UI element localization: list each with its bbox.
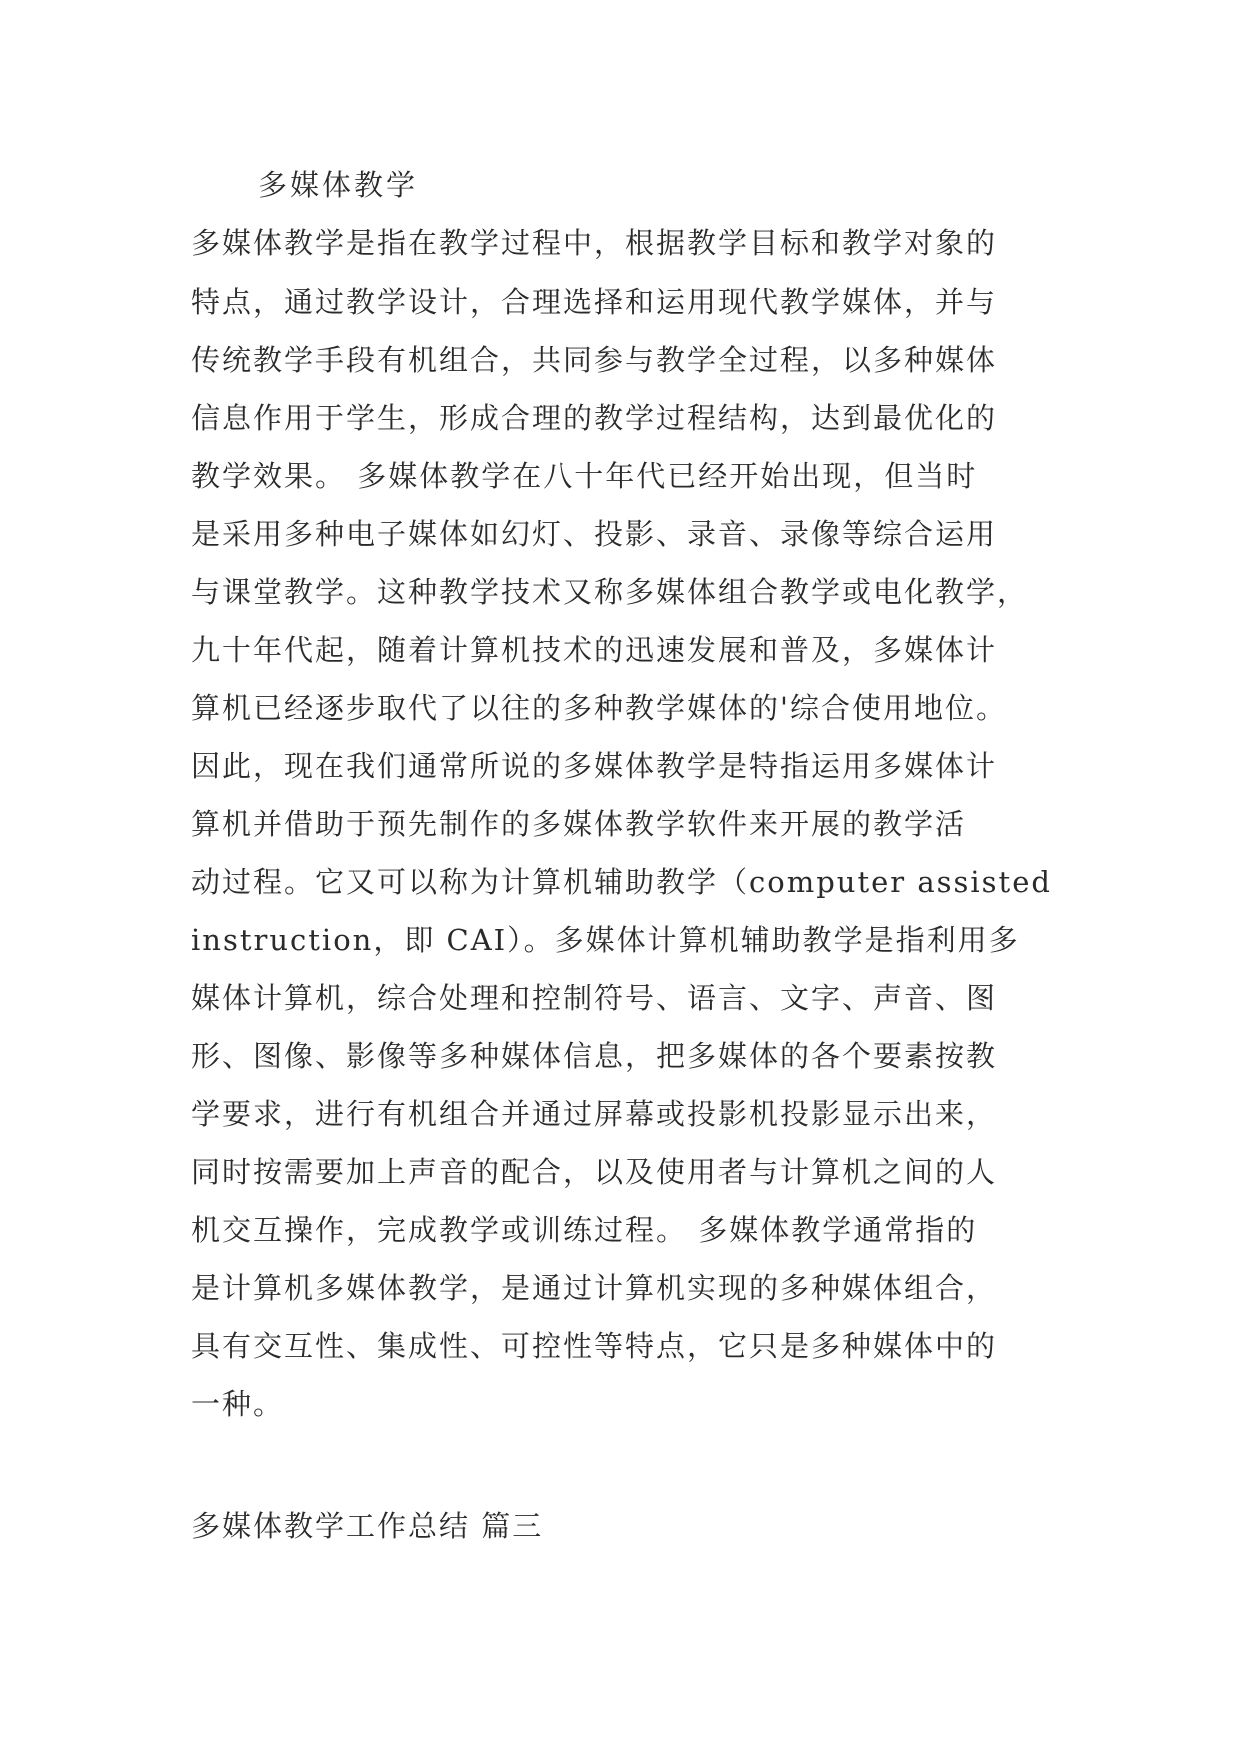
paragraph-line: 教学效果。 多媒体教学在八十年代已经开始出现，但当时 (191, 459, 978, 493)
paragraph-line: 多媒体教学是指在教学过程中，根据教学目标和教学对象的 (191, 226, 998, 260)
paragraph-line: 动过程。它又可以称为计算机辅助教学（computer assisted (191, 865, 1052, 899)
paragraph-line: 与课堂教学。这种教学技术又称多媒体组合教学或电化教学， (191, 575, 1029, 609)
paragraph-line: 传统教学手段有机组合，共同参与教学全过程，以多种媒体 (191, 343, 998, 377)
paragraph-line: 一种。 (191, 1387, 285, 1421)
paragraph-line: 九十年代起，随着计算机技术的迅速发展和普及，多媒体计 (191, 633, 998, 667)
paragraph-line: 算机已经逐步取代了以往的多种教学媒体的'综合使用地位。 (191, 691, 1007, 725)
next-section-heading: 多媒体教学工作总结 篇三 (191, 1509, 544, 1543)
paragraph-line: 特点，通过教学设计，合理选择和运用现代教学媒体，并与 (191, 285, 998, 319)
paragraph-line: 算机并借助于预先制作的多媒体教学软件来开展的教学活 (191, 807, 967, 841)
paragraph-line: 是计算机多媒体教学，是通过计算机实现的多种媒体组合， (191, 1271, 998, 1305)
paragraph-line: 是采用多种电子媒体如幻灯、投影、录音、录像等综合运用 (191, 517, 998, 551)
section-heading: 多媒体教学 (258, 168, 419, 202)
paragraph-line: 形、图像、影像等多种媒体信息，把多媒体的各个要素按教 (191, 1039, 998, 1073)
paragraph-line: 学要求，进行有机组合并通过屏幕或投影机投影显示出来， (191, 1097, 998, 1131)
paragraph-line: 同时按需要加上声音的配合，以及使用者与计算机之间的人 (191, 1155, 998, 1189)
paragraph-line: 信息作用于学生，形成合理的教学过程结构，达到最优化的 (191, 401, 998, 435)
paragraph-line: 因此，现在我们通常所说的多媒体教学是特指运用多媒体计 (191, 749, 998, 783)
paragraph-line: 媒体计算机，综合处理和控制符号、语言、文字、声音、图 (191, 981, 998, 1015)
paragraph-line: 机交互操作，完成教学或训练过程。 多媒体教学通常指的 (191, 1213, 978, 1247)
paragraph-line: instruction，即 CAI）。多媒体计算机辅助教学是指利用多 (191, 923, 1020, 957)
paragraph-line: 具有交互性、集成性、可控性等特点，它只是多种媒体中的 (191, 1329, 998, 1363)
